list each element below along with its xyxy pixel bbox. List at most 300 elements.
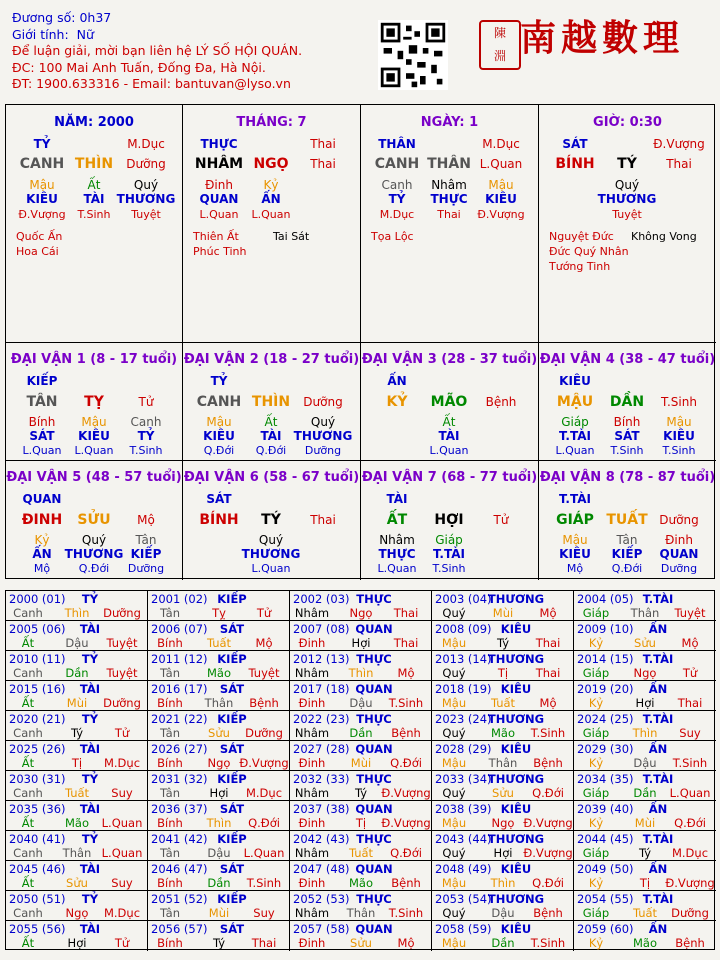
year-stem: Ất bbox=[21, 816, 35, 830]
year-label: 2030 (31) bbox=[9, 772, 66, 786]
year-cell bbox=[6, 681, 148, 711]
dai-van-5: ĐẠI VẬN 5 (48 - 57 tuổi) QUAN ĐINH SỬU Mộ Kỷ Quý Tân ẤN THƯƠNG KIẾP Mộ Q.Đới Dưỡng bbox=[6, 461, 183, 580]
year-stem: Mậu bbox=[441, 696, 467, 710]
year-branch: Mùi bbox=[634, 816, 656, 830]
year-god: TỶ bbox=[81, 892, 99, 906]
year-branch: Dần bbox=[207, 876, 231, 890]
brand-logo: 南越數理 bbox=[520, 17, 685, 59]
year-god: THỰC bbox=[356, 652, 392, 666]
year-god: KIẾP bbox=[217, 892, 247, 906]
year-cell bbox=[6, 801, 148, 831]
year-branch: Dậu bbox=[349, 696, 373, 710]
year-stem: Ất bbox=[21, 876, 35, 890]
year-cell bbox=[148, 801, 290, 831]
year-stem: Giáp bbox=[582, 726, 610, 740]
year-branch: Sửu bbox=[492, 786, 514, 800]
year-god: KIÊU bbox=[500, 742, 532, 756]
year-label: 2057 (58) bbox=[293, 922, 350, 936]
year-label: 2026 (27) bbox=[151, 742, 208, 756]
year-branch: Dần bbox=[65, 666, 89, 680]
year-label: 2006 (07) bbox=[151, 622, 208, 636]
year-god: KIẾP bbox=[217, 832, 247, 846]
year-stem: Tân bbox=[159, 726, 181, 740]
year-phase: Mộ bbox=[681, 636, 699, 650]
year-label: 2008 (09) bbox=[435, 622, 492, 636]
year-phase: Dưỡng bbox=[245, 726, 283, 740]
year-cell bbox=[574, 681, 716, 711]
year-stem: Giáp bbox=[582, 786, 610, 800]
year-branch: Dậu bbox=[633, 756, 657, 770]
year-label: 2052 (53) bbox=[293, 892, 350, 906]
year-stem: Mậu bbox=[441, 876, 467, 890]
year-god: SÁT bbox=[219, 682, 245, 696]
year-branch: Hợi bbox=[493, 846, 513, 860]
year-phase: Q.Đới bbox=[390, 846, 422, 860]
year-stem: Ất bbox=[21, 756, 35, 770]
year-cell bbox=[148, 621, 290, 651]
year-cell bbox=[432, 621, 574, 651]
year-stem: Tân bbox=[159, 846, 181, 860]
year-branch: Tuất bbox=[632, 906, 658, 920]
year-branch: Thìn bbox=[632, 726, 658, 740]
year-phase: T.Sinh bbox=[530, 936, 566, 950]
year-cell bbox=[6, 711, 148, 741]
year-phase: Tử bbox=[256, 606, 272, 620]
year-phase: Tử bbox=[682, 666, 698, 680]
year-branch: Thân bbox=[62, 846, 92, 860]
year-stem: Canh bbox=[13, 726, 43, 740]
year-branch: Mão bbox=[632, 936, 658, 950]
year-stem: Bính bbox=[157, 816, 183, 830]
year-branch: Sửu bbox=[66, 876, 88, 890]
year-label: 2035 (36) bbox=[9, 802, 66, 816]
year-label: 2042 (43) bbox=[293, 832, 350, 846]
year-phase: Suy bbox=[253, 906, 275, 920]
year-branch: Sửu bbox=[208, 726, 230, 740]
year-stem: Giáp bbox=[582, 906, 610, 920]
year-cell bbox=[290, 651, 432, 681]
year-label: 2024 (25) bbox=[577, 712, 634, 726]
year-branch: Tuất bbox=[64, 786, 90, 800]
dai-van-4: ĐẠI VẬN 4 (38 - 47 tuổi) KIÊU MẬU DẦN T.Sinh Giáp Bính Mậu T.TÀI SÁT KIÊU L.Quan T.Sinh T.Sinh bbox=[539, 343, 716, 461]
year-phase: Thai bbox=[535, 666, 561, 680]
year-stem: Giáp bbox=[582, 606, 610, 620]
year-god: KIẾP bbox=[217, 652, 247, 666]
year-label: 2036 (37) bbox=[151, 802, 208, 816]
year-label: 2054 (55) bbox=[577, 892, 634, 906]
year-label: 2055 (56) bbox=[9, 922, 66, 936]
year-stem: Bính bbox=[157, 696, 183, 710]
year-branch: Mão bbox=[64, 816, 90, 830]
year-stem: Nhâm bbox=[294, 846, 330, 860]
year-cell bbox=[432, 801, 574, 831]
year-phase: T.Sinh bbox=[388, 906, 424, 920]
dai-van-3: ĐẠI VẬN 3 (28 - 37 tuổi) ẤN KỶ MÃO Bệnh Ất TÀI L.Quan bbox=[361, 343, 539, 461]
year-branch: Tuất bbox=[206, 636, 232, 650]
year-phase: Dưỡng bbox=[103, 606, 141, 620]
year-god: THƯƠNG bbox=[487, 592, 545, 606]
year-cell bbox=[290, 891, 432, 921]
year-god: SÁT bbox=[219, 742, 245, 756]
year-stem: Nhâm bbox=[294, 726, 330, 740]
year-label: 2056 (57) bbox=[151, 922, 208, 936]
year-god: QUAN bbox=[355, 922, 393, 936]
year-god: THƯƠNG bbox=[487, 832, 545, 846]
year-cell bbox=[432, 681, 574, 711]
year-stem: Canh bbox=[13, 606, 43, 620]
year-god: QUAN bbox=[355, 682, 393, 696]
dai-van-6: ĐẠI VẬN 6 (58 - 67 tuổi) SÁT BÍNH TÝ Thai Quý THƯƠNG L.Quan bbox=[183, 461, 361, 580]
year-label: 2038 (39) bbox=[435, 802, 492, 816]
year-label: 2019 (20) bbox=[577, 682, 634, 696]
year-branch: Sửu bbox=[350, 936, 372, 950]
year-stem: Quý bbox=[442, 846, 466, 860]
year-cell bbox=[148, 891, 290, 921]
year-god: THƯƠNG bbox=[487, 772, 545, 786]
year-label: 2039 (40) bbox=[577, 802, 634, 816]
year-phase: L.Quan bbox=[243, 846, 285, 860]
year-god: ẤN bbox=[648, 802, 668, 816]
year-cell bbox=[574, 711, 716, 741]
year-stem: Mậu bbox=[441, 636, 467, 650]
year-phase: Dưỡng bbox=[671, 906, 709, 920]
year-phase: Bệnh bbox=[391, 726, 421, 740]
year-cell bbox=[6, 891, 148, 921]
year-cell bbox=[290, 681, 432, 711]
year-cell bbox=[432, 831, 574, 861]
year-label: 2029 (30) bbox=[577, 742, 634, 756]
year-branch: Mùi bbox=[208, 906, 230, 920]
year-stem: Tân bbox=[159, 606, 181, 620]
year-stem: Mậu bbox=[441, 756, 467, 770]
year-god: KIÊU bbox=[500, 862, 532, 876]
year-label: 2003 (04) bbox=[435, 592, 492, 606]
qr-code-icon bbox=[378, 20, 448, 90]
year-cell bbox=[148, 681, 290, 711]
year-cell bbox=[6, 741, 148, 771]
year-phase: Tuyệt bbox=[106, 666, 138, 680]
header-info bbox=[12, 10, 352, 93]
year-stem: Quý bbox=[442, 726, 466, 740]
year-branch: Dậu bbox=[65, 636, 89, 650]
year-phase: Q.Đới bbox=[532, 876, 564, 890]
year-cell bbox=[6, 831, 148, 861]
year-label: 2012 (13) bbox=[293, 652, 350, 666]
year-branch: Tý bbox=[638, 846, 652, 860]
year-cell bbox=[432, 741, 574, 771]
year-branch: Ngọ bbox=[633, 666, 657, 680]
year-label: 2017 (18) bbox=[293, 682, 350, 696]
year-label: 2002 (03) bbox=[293, 592, 350, 606]
year-cell bbox=[574, 801, 716, 831]
year-cell bbox=[6, 861, 148, 891]
year-branch: Mùi bbox=[492, 606, 514, 620]
year-god: TÀI bbox=[79, 922, 101, 936]
year-branch: Thân bbox=[488, 756, 518, 770]
year-cell bbox=[290, 711, 432, 741]
year-stem: Bính bbox=[157, 936, 183, 950]
year-god: TÀI bbox=[79, 862, 101, 876]
year-cell bbox=[432, 711, 574, 741]
year-cell bbox=[290, 831, 432, 861]
year-god: T.TÀI bbox=[642, 652, 674, 666]
year-label: 2050 (51) bbox=[9, 892, 66, 906]
year-phase: L.Quan bbox=[101, 846, 143, 860]
year-god: KIẾP bbox=[217, 592, 247, 606]
subject-line: Đương số: 0h37 bbox=[12, 10, 112, 25]
chart-grid bbox=[5, 104, 715, 579]
year-god: QUAN bbox=[355, 742, 393, 756]
year-phase: Tuyệt bbox=[248, 666, 280, 680]
year-phase: Thai bbox=[393, 606, 419, 620]
year-stem: Nhâm bbox=[294, 606, 330, 620]
year-stem: Ất bbox=[21, 696, 35, 710]
year-god: TÀI bbox=[79, 622, 101, 636]
year-stem: Tân bbox=[159, 906, 181, 920]
year-label: 2005 (06) bbox=[9, 622, 66, 636]
year-branch: Thìn bbox=[206, 816, 232, 830]
year-god: ẤN bbox=[648, 622, 668, 636]
year-god: KIÊU bbox=[500, 622, 532, 636]
year-phase: Tử bbox=[114, 936, 130, 950]
year-stem: Ất bbox=[21, 636, 35, 650]
year-branch: Dần bbox=[349, 726, 373, 740]
year-cell bbox=[148, 861, 290, 891]
year-cell bbox=[574, 771, 716, 801]
year-label: 2033 (34) bbox=[435, 772, 492, 786]
year-cell bbox=[432, 651, 574, 681]
year-label: 2011 (12) bbox=[151, 652, 208, 666]
year-label: 2058 (59) bbox=[435, 922, 492, 936]
year-label: 2044 (45) bbox=[577, 832, 634, 846]
year-phase: Đ.Vượng bbox=[523, 846, 573, 860]
year-cell bbox=[432, 771, 574, 801]
year-label: 2016 (17) bbox=[151, 682, 208, 696]
year-cell bbox=[148, 741, 290, 771]
year-god: THỰC bbox=[356, 592, 392, 606]
year-cell bbox=[6, 591, 148, 621]
dai-van-7: ĐẠI VẬN 7 (68 - 77 tuổi) TÀI ẤT HỢI Tử Nhâm Giáp THỰC T.TÀI L.Quan T.Sinh bbox=[361, 461, 539, 580]
year-stem: Kỷ bbox=[588, 936, 604, 950]
year-god: T.TÀI bbox=[642, 592, 674, 606]
year-phase: Q.Đới bbox=[390, 756, 422, 770]
pillar-day: NGÀY: 1 THÂN M.Dục CANH THÂN L.Quan Canh Nhâm Mậu TỶ THỰC KIÊU M.Dục Thai Đ.Vượng Tọa Lộc bbox=[361, 105, 539, 343]
year-cell bbox=[148, 921, 290, 951]
year-cell bbox=[148, 591, 290, 621]
year-branch: Mùi bbox=[66, 696, 88, 710]
year-branch: Thìn bbox=[348, 666, 374, 680]
year-phase: Đ.Vượng bbox=[523, 816, 573, 830]
year-branch: Tý bbox=[70, 726, 84, 740]
year-label: 2048 (49) bbox=[435, 862, 492, 876]
year-phase: Bệnh bbox=[249, 696, 279, 710]
year-god: TỶ bbox=[81, 772, 99, 786]
year-god: T.TÀI bbox=[642, 832, 674, 846]
year-phase: T.Sinh bbox=[672, 756, 708, 770]
year-label: 2028 (29) bbox=[435, 742, 492, 756]
year-branch: Dần bbox=[491, 936, 515, 950]
year-label: 2014 (15) bbox=[577, 652, 634, 666]
year-branch: Tị bbox=[355, 816, 367, 830]
year-branch: Mão bbox=[348, 876, 374, 890]
year-branch: Thân bbox=[630, 606, 660, 620]
year-phase: Mộ bbox=[539, 696, 557, 710]
year-label: 2018 (19) bbox=[435, 682, 492, 696]
year-cell bbox=[574, 921, 716, 951]
year-label: 2045 (46) bbox=[9, 862, 66, 876]
year-phase: T.Sinh bbox=[246, 876, 282, 890]
year-stem: Ất bbox=[21, 936, 35, 950]
year-phase: Thai bbox=[393, 636, 419, 650]
year-label: 2049 (50) bbox=[577, 862, 634, 876]
year-phase: M.Dục bbox=[671, 846, 709, 860]
year-stem: Kỷ bbox=[588, 876, 604, 890]
year-stem: Tân bbox=[159, 666, 181, 680]
year-god: T.TÀI bbox=[642, 772, 674, 786]
year-phase: T.Sinh bbox=[530, 726, 566, 740]
year-branch: Hợi bbox=[351, 636, 371, 650]
year-branch: Dậu bbox=[491, 906, 515, 920]
year-cell bbox=[148, 711, 290, 741]
year-cell bbox=[148, 651, 290, 681]
year-stem: Quý bbox=[442, 786, 466, 800]
year-phase: Mộ bbox=[397, 666, 415, 680]
dai-van-2: ĐẠI VẬN 2 (18 - 27 tuổi) TỶ CANH THÌN Dưỡng Mậu Ất Quý KIÊU TÀI THƯƠNG Q.Đới Q.Đới Dưỡng bbox=[183, 343, 361, 461]
year-branch: Thân bbox=[346, 906, 376, 920]
year-phase: Bệnh bbox=[391, 876, 421, 890]
year-cell bbox=[6, 921, 148, 951]
year-stem: Nhâm bbox=[294, 666, 330, 680]
year-phase: Mộ bbox=[539, 606, 557, 620]
year-stem: Đinh bbox=[298, 876, 326, 890]
year-stem: Mậu bbox=[441, 816, 467, 830]
year-cell bbox=[148, 771, 290, 801]
year-phase: Bệnh bbox=[675, 936, 705, 950]
year-label: 2051 (52) bbox=[151, 892, 208, 906]
year-label: 2009 (10) bbox=[577, 622, 634, 636]
year-branch: Dần bbox=[633, 786, 657, 800]
year-phase: Thai bbox=[535, 636, 561, 650]
year-stem: Kỷ bbox=[588, 816, 604, 830]
year-label: 2034 (35) bbox=[577, 772, 634, 786]
year-stem: Đinh bbox=[298, 816, 326, 830]
year-phase: Đ.Vượng bbox=[381, 816, 431, 830]
year-cell bbox=[148, 831, 290, 861]
year-stem: Nhâm bbox=[294, 906, 330, 920]
year-stem: Giáp bbox=[582, 666, 610, 680]
year-branch: Tuất bbox=[348, 846, 374, 860]
year-stem: Kỷ bbox=[588, 636, 604, 650]
year-branch: Tị bbox=[71, 756, 83, 770]
year-cell bbox=[574, 651, 716, 681]
year-god: THƯƠNG bbox=[487, 892, 545, 906]
year-phase: Suy bbox=[111, 876, 133, 890]
year-stem: Canh bbox=[13, 846, 43, 860]
year-phase: Bệnh bbox=[533, 756, 563, 770]
year-phase: Đ.Vượng bbox=[239, 756, 289, 770]
year-cell bbox=[290, 591, 432, 621]
year-label: 2047 (48) bbox=[293, 862, 350, 876]
year-stem: Đinh bbox=[298, 696, 326, 710]
year-god: KIẾP bbox=[217, 772, 247, 786]
year-branch: Tý bbox=[496, 636, 510, 650]
year-label: 2025 (26) bbox=[9, 742, 66, 756]
year-branch: Ngọ bbox=[207, 756, 231, 770]
year-branch: Tị bbox=[497, 666, 509, 680]
year-stem: Canh bbox=[13, 666, 43, 680]
year-phase: M.Dục bbox=[245, 786, 283, 800]
year-god: SÁT bbox=[219, 622, 245, 636]
year-god: TỶ bbox=[81, 832, 99, 846]
year-god: TÀI bbox=[79, 682, 101, 696]
year-stem: Giáp bbox=[582, 846, 610, 860]
year-god: T.TÀI bbox=[642, 892, 674, 906]
year-stem: Canh bbox=[13, 906, 43, 920]
year-phase: Đ.Vượng bbox=[665, 876, 715, 890]
yearly-grid bbox=[5, 590, 715, 950]
year-branch: Tý bbox=[212, 936, 226, 950]
year-phase: Thai bbox=[251, 936, 277, 950]
year-god: TÀI bbox=[79, 742, 101, 756]
year-label: 2001 (02) bbox=[151, 592, 208, 606]
year-god: THƯƠNG bbox=[487, 712, 545, 726]
year-branch: Tuất bbox=[490, 696, 516, 710]
year-phase: M.Dục bbox=[103, 756, 141, 770]
year-god: KIÊU bbox=[500, 922, 532, 936]
year-label: 2043 (44) bbox=[435, 832, 492, 846]
year-label: 2031 (32) bbox=[151, 772, 208, 786]
year-god: QUAN bbox=[355, 862, 393, 876]
year-cell bbox=[6, 651, 148, 681]
year-label: 2053 (54) bbox=[435, 892, 492, 906]
year-label: 2046 (47) bbox=[151, 862, 208, 876]
year-label: 2037 (38) bbox=[293, 802, 350, 816]
year-label: 2041 (42) bbox=[151, 832, 208, 846]
year-god: SÁT bbox=[219, 922, 245, 936]
year-phase: Q.Đới bbox=[532, 786, 564, 800]
year-cell bbox=[290, 921, 432, 951]
year-branch: Sửu bbox=[634, 636, 656, 650]
year-stem: Canh bbox=[13, 786, 43, 800]
dai-van-1: ĐẠI VẬN 1 (8 - 17 tuổi) KIẾP TÂN TỴ Tử Bính Mậu Canh SÁT KIÊU TỶ L.Quan L.Quan T.Sinh bbox=[6, 343, 183, 461]
year-god: TỶ bbox=[81, 712, 99, 726]
year-god: ẤN bbox=[648, 742, 668, 756]
year-god: ẤN bbox=[648, 862, 668, 876]
year-god: THỰC bbox=[356, 712, 392, 726]
year-cell bbox=[290, 771, 432, 801]
year-phase: Q.Đới bbox=[248, 816, 280, 830]
gender-line: Giới tính: Nữ bbox=[12, 26, 94, 42]
year-branch: Thìn bbox=[64, 606, 90, 620]
year-branch: Ngọ bbox=[491, 816, 515, 830]
year-label: 2021 (22) bbox=[151, 712, 208, 726]
year-branch: Thìn bbox=[490, 876, 516, 890]
year-phase: Dưỡng bbox=[103, 696, 141, 710]
year-cell bbox=[290, 741, 432, 771]
year-god: TỶ bbox=[81, 652, 99, 666]
year-god: QUAN bbox=[355, 622, 393, 636]
year-cell bbox=[6, 771, 148, 801]
year-god: KIÊU bbox=[500, 682, 532, 696]
year-stem: Đinh bbox=[298, 936, 326, 950]
year-god: THỰC bbox=[356, 892, 392, 906]
year-label: 2007 (08) bbox=[293, 622, 350, 636]
pillar-month: THÁNG: 7 THỰC Thai NHÂM NGỌ Thai Đinh Kỷ QUAN ẤN L.Quan L.Quan Thiên Ất Phúc Tinh Tai Sát bbox=[183, 105, 361, 343]
year-branch: Tý bbox=[354, 786, 368, 800]
seal-stamp: 陳 淵 bbox=[479, 20, 521, 70]
year-cell bbox=[290, 801, 432, 831]
year-cell bbox=[574, 621, 716, 651]
